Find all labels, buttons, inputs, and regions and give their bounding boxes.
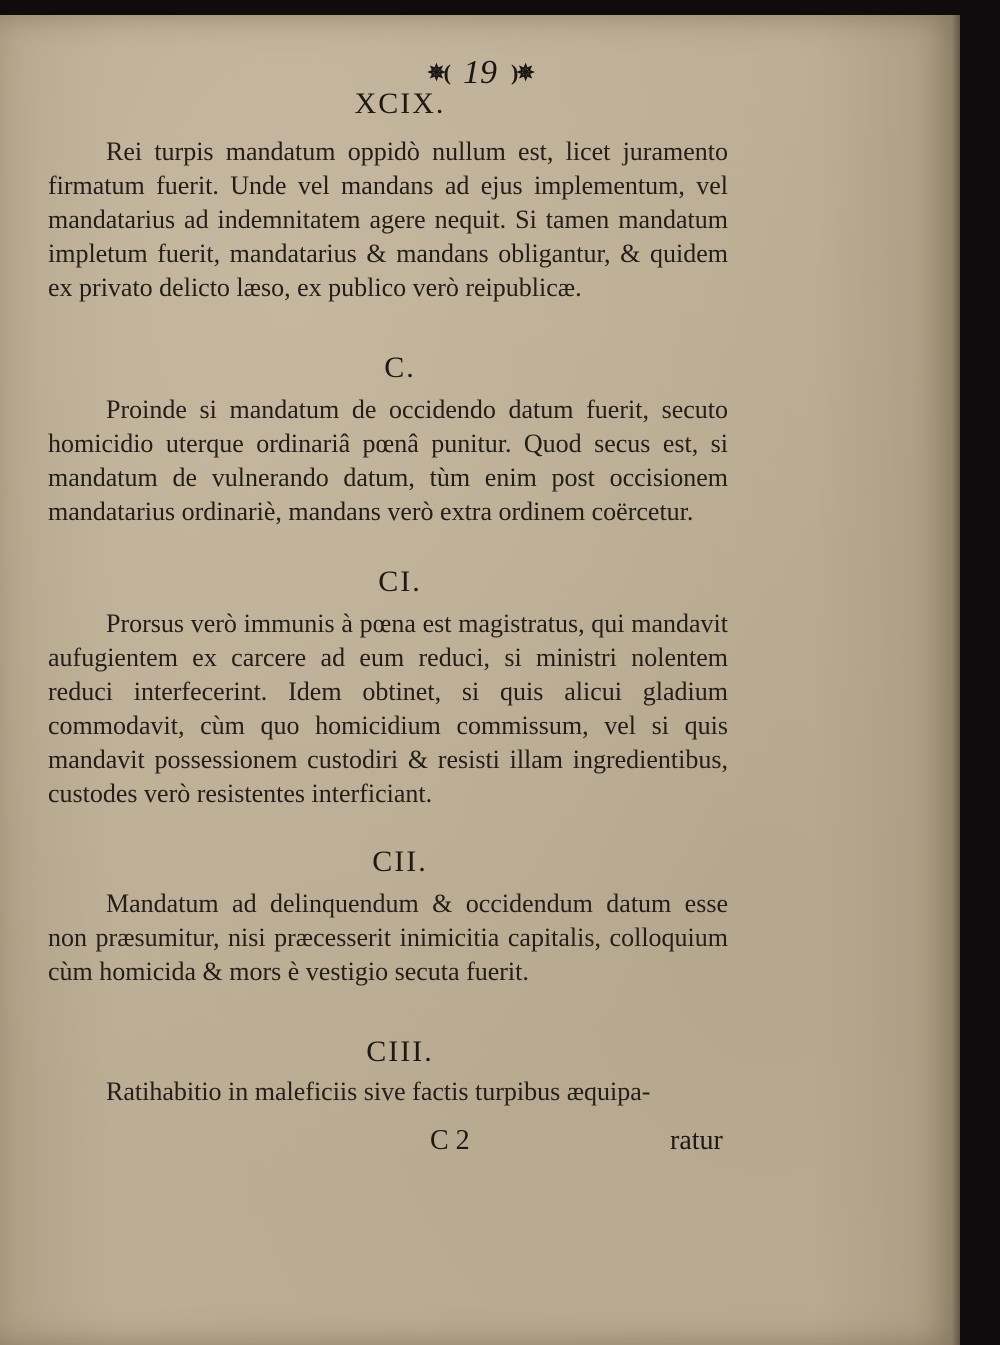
signature-mark: C 2 (430, 1125, 470, 1156)
ornament-right-icon: )✵ (511, 60, 533, 85)
catchword: ratur (670, 1125, 723, 1156)
book-page (0, 15, 960, 1345)
section-heading-cii: CII. (372, 845, 428, 878)
section-heading-ci: CI. (378, 565, 422, 598)
section-heading-xcix: XCIX. (354, 87, 446, 120)
ornament-left-icon: ✵( (427, 60, 449, 85)
section-heading-ciii: CIII. (366, 1035, 434, 1068)
page-number: 19 (463, 54, 497, 91)
page-edge-shadow (952, 15, 960, 1345)
section-paragraph-xcix: Rei turpis mandatum oppidò nullum est, licet juramento firmatum fuerit. Unde vel mandans ad ejus implementum, vel mandatarius ad indemnitatem agere nequit. Si tamen mandatum impletum fuerit, mandatarius & mandans obligantur, & quidem ex privato delicto læso, ex publico verò reipublicæ. (48, 137, 728, 302)
section-heading-c: C. (384, 351, 416, 384)
section-paragraph-ci: Prorsus verò immunis à pœna est magistratus, qui mandavit aufugientem ex carcere ad eum reduci, si ministri nolentem reduci interfecerint. Idem obtinet, si quis alicui gladium commodavit, cùm quo homicidium commissum, vel si quis mandavit possessionem custodiri & resisti illam ingredientibus, custodes verò resistentes interficiant. (48, 609, 728, 808)
section-paragraph-c: Proinde si mandatum de occidendo datum fuerit, secuto homicidio uterque ordinariâ pœnâ punitur. Quod secus est, si mandatum de vulnerando datum, tùm enim post occisionem mandatarius ordinariè, mandans verò extra ordinem coërcetur. (48, 395, 728, 526)
section-paragraph-cii: Mandatum ad delinquendum & occidendum datum esse non præsumitur, nisi præcesserit inimicitia capitalis, colloquium cùm homicida & mors è vestigio secuta fuerit. (48, 889, 728, 986)
section-paragraph-ciii: Ratihabitio in maleficiis sive factis turpibus æquipa- (106, 1077, 651, 1106)
